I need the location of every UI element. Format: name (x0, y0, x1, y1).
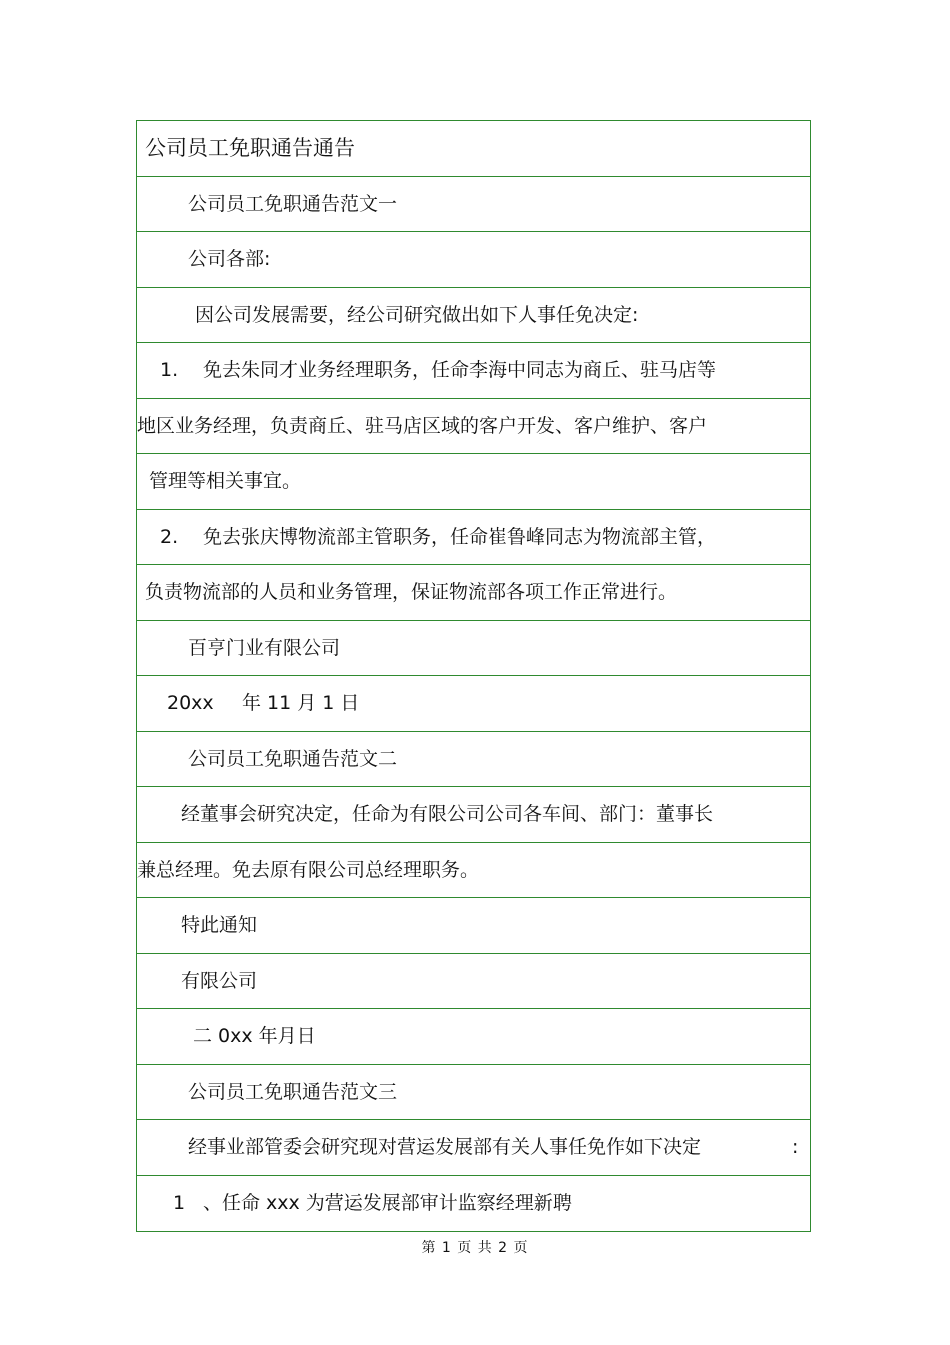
notice-closing: 特此通知 (181, 914, 258, 936)
paragraph-text: 免去朱同才业务经理职务，任命李海中同志为商丘、驻马店等 (203, 359, 717, 381)
table-row (137, 621, 810, 677)
date-year: 20xx (167, 692, 214, 714)
paragraph-text: 、任命 xxx 为营运发展部审计监察经理新聘 (203, 1191, 572, 1214)
table-row (137, 177, 810, 233)
document-title: 公司员工免职通告通告 (145, 136, 355, 160)
table-row (137, 954, 810, 1010)
page-footer: 第 1 页 共 2 页 (421, 1240, 529, 1256)
paragraph-text: 经事业部管委会研究现对营运发展部有关人事任免作如下决定 (188, 1136, 702, 1158)
table-row (137, 565, 810, 621)
table-row (137, 787, 810, 843)
list-number: 2. (160, 525, 179, 548)
paragraph-tail: : (792, 1136, 799, 1158)
table-row (137, 1176, 810, 1232)
list-number: 1 (173, 1191, 186, 1214)
table-row (137, 676, 810, 732)
company-name: 有限公司 (181, 969, 258, 992)
table-row (137, 454, 810, 510)
date-text: 二 0xx 年月日 (193, 1025, 316, 1047)
section-heading: 公司员工免职通告范文三 (188, 1080, 398, 1103)
list-number: 1. (160, 359, 179, 381)
section-heading: 公司员工免职通告范文一 (188, 192, 398, 215)
paragraph-text: 地区业务经理，负责商丘、驻马店区域的客户开发、客户维护、客户 (137, 414, 708, 437)
table-row (137, 898, 810, 954)
table-row (137, 843, 810, 899)
table-row (137, 343, 810, 399)
table-row (137, 121, 810, 177)
table-row (137, 288, 810, 344)
paragraph-text: 管理等相关事宜。 (149, 470, 302, 492)
table-row (137, 510, 810, 566)
table-row (137, 399, 810, 455)
company-name: 百亨门业有限公司 (188, 636, 341, 659)
document-table (136, 120, 811, 1232)
salutation: 公司各部: (188, 248, 271, 270)
paragraph-text: 因公司发展需要，经公司研究做出如下人事任免决定: (195, 303, 639, 326)
paragraph-text: 负责物流部的人员和业务管理，保证物流部各项工作正常进行。 (145, 581, 678, 603)
table-row (137, 232, 810, 288)
table-row (137, 1120, 810, 1176)
paragraph-text: 经董事会研究决定，任命为有限公司公司各车间、部门：董事长 (181, 803, 714, 825)
table-row (137, 1009, 810, 1065)
section-heading: 公司员工免职通告范文二 (188, 747, 398, 770)
table-row (137, 732, 810, 788)
table-row (137, 1065, 810, 1121)
date-text: 年 11 月 1 日 (242, 692, 360, 714)
paragraph-text: 免去张庆博物流部主管职务，任命崔鲁峰同志为物流部主管， (203, 525, 717, 548)
paragraph-text: 兼总经理。免去原有限公司总经理职务。 (137, 858, 480, 881)
